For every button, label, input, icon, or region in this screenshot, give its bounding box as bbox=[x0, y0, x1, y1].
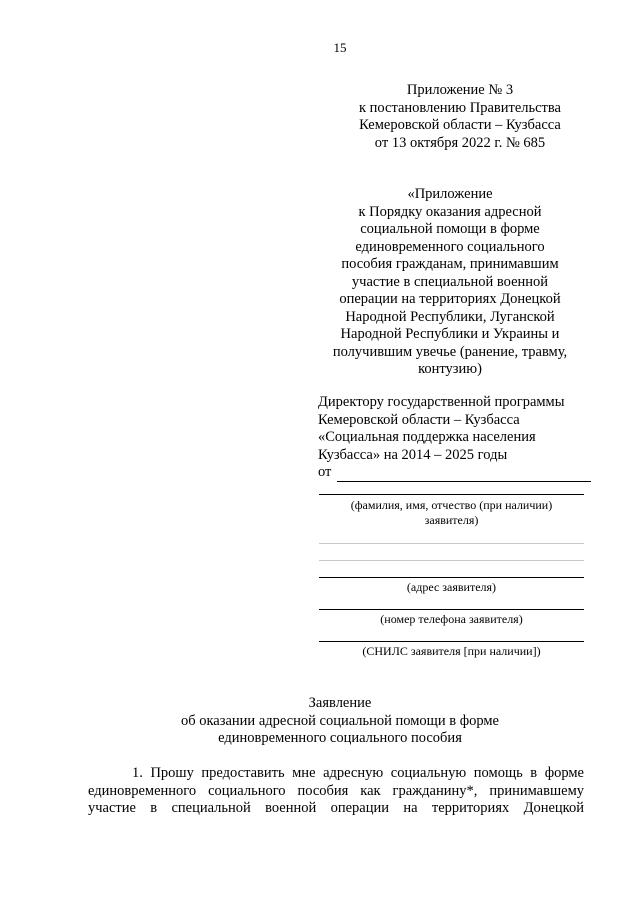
appendix-line: от 13 октября 2022 г. № 685 bbox=[374, 134, 546, 151]
body-line: единовременного социального пособия как гражданину*, принимавшему bbox=[88, 782, 584, 799]
from-label: от bbox=[318, 464, 332, 480]
appendix-inner-line: Народной Республики и Украины и bbox=[340, 326, 560, 342]
addressee-line: Кузбасса» на 2014 – 2025 годы bbox=[318, 446, 508, 463]
address-caption: (адрес заявителя) bbox=[406, 580, 497, 594]
appendix-header bbox=[320, 82, 600, 152]
appendix-inner-line: получившим увечье (ранение, травму, bbox=[332, 343, 568, 360]
appendix-inner-line: Народной Республики, Луганской bbox=[345, 308, 555, 325]
statement-heading bbox=[100, 695, 580, 748]
from-blank-field[interactable] bbox=[337, 467, 591, 482]
snils-caption: (СНИЛС заявителя [при наличии]) bbox=[362, 644, 541, 658]
appendix-inner-line: пособия гражданам, принимавшим bbox=[341, 256, 559, 272]
address-blank-field-1[interactable] bbox=[319, 543, 584, 544]
appendix-line: Приложение № 3 bbox=[406, 82, 514, 98]
snils-blank-field[interactable] bbox=[319, 641, 584, 642]
name-caption-line: заявителя) bbox=[424, 513, 479, 527]
appendix-inner-line: «Приложение bbox=[407, 186, 493, 202]
statement-subtitle: об оказании адресной социальной помощи в форме bbox=[180, 712, 499, 729]
phone-blank-field[interactable] bbox=[319, 609, 584, 610]
name-caption bbox=[319, 498, 584, 528]
statement-body bbox=[88, 765, 584, 818]
from-line bbox=[318, 464, 598, 482]
appendix-line: к постановлению Правительства bbox=[359, 99, 561, 116]
appendix-line: Кемеровской области – Кузбасса bbox=[359, 117, 561, 133]
appendix-inner-line: единовременного социального bbox=[355, 238, 545, 255]
name-blank-field[interactable] bbox=[319, 494, 584, 495]
body-line: 1. Прошу предоставить мне адресную социальную помощь в форме bbox=[132, 765, 584, 781]
body-line: участие в специальной военной операции на территориях Донецкой bbox=[88, 800, 584, 816]
appendix-inner-line: социальной помощи в форме bbox=[360, 221, 540, 237]
addressee-line: Кемеровской области – Кузбасса bbox=[318, 411, 520, 428]
phone-caption: (номер телефона заявителя) bbox=[380, 612, 523, 626]
address-blank-field-2[interactable] bbox=[319, 560, 584, 561]
page-number: 15 bbox=[333, 40, 347, 55]
address-blank-field-3[interactable] bbox=[319, 577, 584, 578]
name-caption-line: (фамилия, имя, отчество (при наличии) bbox=[350, 498, 553, 512]
statement-title: Заявление bbox=[308, 695, 372, 711]
appendix-inner-line: операции на территориях Донецкой bbox=[339, 291, 561, 307]
appendix-inner-line: к Порядку оказания адресной bbox=[358, 203, 542, 220]
appendix-inner-line: контузию) bbox=[418, 361, 482, 377]
addressee-block bbox=[318, 394, 598, 482]
addressee-line: Директору государственной программы bbox=[318, 394, 565, 410]
addressee-line: «Социальная поддержка населения bbox=[318, 429, 536, 445]
appendix-inner-line: участие в специальной военной bbox=[351, 273, 549, 290]
appendix-inner-header bbox=[300, 186, 600, 379]
statement-subtitle: единовременного социального пособия bbox=[218, 730, 462, 746]
